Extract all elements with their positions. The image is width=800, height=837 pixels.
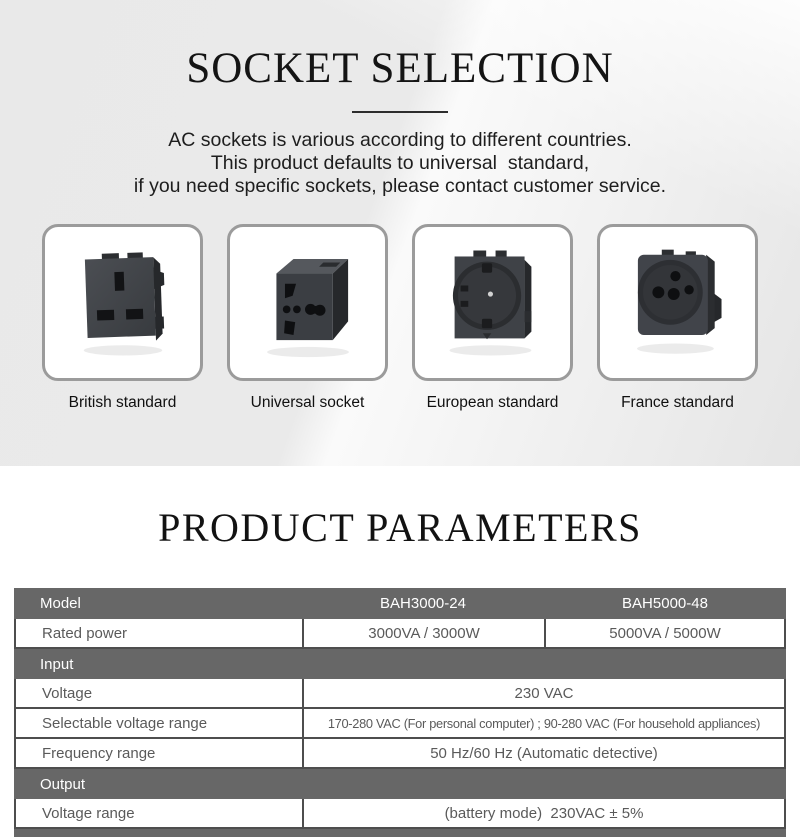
socket-card-universal <box>227 224 388 381</box>
model-value-2: BAH5000-48 <box>622 595 708 612</box>
table-section-input <box>14 649 786 679</box>
row-value-2: 5000VA / 5000W <box>544 619 784 647</box>
row-label: Selectable voltage range <box>42 714 208 732</box>
socket-selection-title: SOCKET SELECTION <box>186 45 614 92</box>
section-label: Input <box>40 655 74 673</box>
product-parameters-title: PRODUCT PARAMETERS <box>158 505 642 550</box>
table-header-row <box>14 588 786 619</box>
table-row-frequency-range <box>14 739 786 769</box>
france-socket-icon <box>614 236 742 369</box>
row-value: 170-280 VAC (For personal computer) ; 90-280 VAC (For household appliances) <box>302 709 784 737</box>
model-value-1: BAH3000-24 <box>380 595 466 612</box>
row-value: 230 VAC <box>302 679 784 707</box>
table-section-output <box>14 769 786 799</box>
row-label: Rated power <box>42 624 128 642</box>
product-parameters-section <box>0 466 800 837</box>
table-row-voltage <box>14 679 786 709</box>
row-value: 50 Hz/60 Hz (Automatic detective) <box>302 739 784 767</box>
description-line-2: This product defaults to universal standard, <box>210 152 590 174</box>
socket-cell-universal <box>227 224 388 412</box>
description-line-1: AC sockets is various according to different countries. <box>168 129 632 151</box>
socket-card-france <box>597 224 758 381</box>
british-socket-icon <box>59 236 187 369</box>
row-value: (battery mode) 230VAC ± 5% <box>302 799 784 827</box>
row-label: Voltage range <box>42 804 135 822</box>
socket-label-european: European standard <box>426 394 559 411</box>
socket-label-british: British standard <box>68 394 177 411</box>
table-row-selectable-voltage-range <box>14 709 786 739</box>
description-line-3: if you need specific sockets, please contact customer service. <box>133 175 667 197</box>
socket-label-france: France standard <box>621 394 734 411</box>
socket-card-british <box>42 224 203 381</box>
socket-description <box>0 129 800 198</box>
table-row-rated-power <box>14 619 786 649</box>
model-label: Model <box>40 595 81 612</box>
row-label: Frequency range <box>42 744 156 762</box>
universal-socket-icon <box>244 236 372 369</box>
socket-cards-row <box>0 224 800 412</box>
parameters-table <box>14 588 786 837</box>
row-value-1: 3000VA / 3000W <box>302 619 544 647</box>
european-socket-icon <box>429 236 557 369</box>
socket-card-european <box>412 224 573 381</box>
title-divider <box>352 111 448 113</box>
table-bottom-strip <box>14 829 786 837</box>
row-label: Voltage <box>42 684 93 702</box>
socket-cell-british <box>42 224 203 412</box>
table-row-voltage-range <box>14 799 786 829</box>
socket-label-universal: Universal socket <box>250 394 365 411</box>
section-label: Output <box>40 775 86 793</box>
socket-cell-european <box>412 224 573 412</box>
socket-cell-france <box>597 224 758 412</box>
